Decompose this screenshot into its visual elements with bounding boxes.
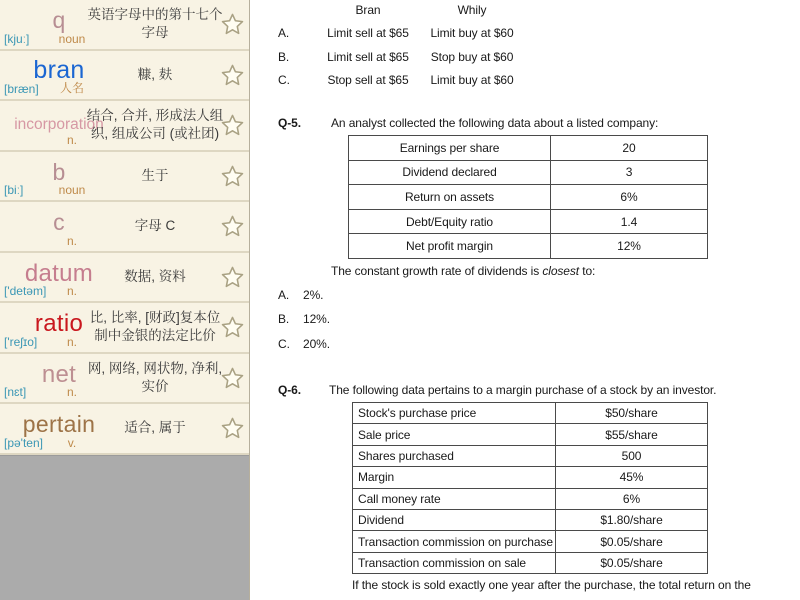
table-cell-value: $50/share bbox=[556, 403, 708, 424]
pronunciation: ['detəm] bbox=[4, 284, 47, 298]
table-cell-value: $0.05/share bbox=[556, 531, 708, 552]
vocab-panel bbox=[0, 0, 250, 600]
part-of-speech: n. bbox=[66, 334, 77, 349]
favorite-star-icon[interactable] bbox=[220, 163, 245, 188]
quiz-document bbox=[250, 0, 800, 600]
vocab-row[interactable] bbox=[0, 354, 249, 405]
favorite-star-icon[interactable] bbox=[220, 315, 245, 340]
question-text-italic: closest bbox=[542, 264, 580, 278]
footer-text: If the stock is sold exactly one year after the purchase, the total return on the bbox=[352, 578, 751, 592]
vocab-row[interactable] bbox=[0, 152, 249, 203]
table-cell-label: Earnings per share bbox=[349, 136, 551, 161]
favorite-star-icon[interactable] bbox=[220, 264, 245, 289]
option-letter: B. bbox=[278, 312, 290, 326]
table-cell-label: Transaction commission on purchase bbox=[353, 531, 556, 552]
vocab-row[interactable] bbox=[0, 0, 249, 51]
question-text-pre: The constant growth rate of dividends is bbox=[331, 264, 543, 278]
table-row bbox=[349, 136, 708, 161]
table-row bbox=[353, 424, 708, 445]
vocab-row[interactable] bbox=[0, 303, 249, 354]
table-cell-label: Net profit margin bbox=[349, 234, 551, 259]
table-row bbox=[353, 488, 708, 509]
question-label-q6: Q-6. bbox=[278, 383, 301, 397]
table-cell-value: 45% bbox=[556, 467, 708, 488]
question-text-q5 bbox=[331, 264, 595, 278]
option-letter: C. bbox=[278, 337, 290, 351]
vocab-row[interactable] bbox=[0, 404, 249, 455]
vocab-word: incorporation bbox=[14, 116, 104, 133]
option-text: Stop sell at $65 bbox=[327, 73, 409, 87]
option-text: Limit buy at $60 bbox=[430, 26, 514, 40]
vocab-row[interactable] bbox=[0, 51, 249, 102]
vocab-word: bran bbox=[33, 55, 85, 84]
table-cell-label: Debt/Equity ratio bbox=[349, 209, 551, 234]
table-cell-label: Shares purchased bbox=[353, 445, 556, 466]
part-of-speech: noun bbox=[58, 31, 86, 46]
definition: 结合, 合并, 形成法人组织, 组成公司 (或社团) bbox=[86, 108, 224, 142]
vocab-word: net bbox=[41, 360, 77, 388]
definition: 网, 网络, 网状物, 净利, 实价 bbox=[87, 360, 223, 394]
definition: 字母 C bbox=[134, 218, 176, 234]
table-row bbox=[353, 552, 708, 573]
vocab-word: c bbox=[53, 209, 65, 235]
vocab-word: datum bbox=[24, 259, 94, 287]
part-of-speech: n. bbox=[66, 233, 77, 248]
option-letter: A. bbox=[278, 288, 290, 302]
part-of-speech: n. bbox=[66, 385, 77, 399]
definition: 数据, 资料 bbox=[124, 268, 186, 284]
part-of-speech: n. bbox=[66, 284, 77, 298]
favorite-star-icon[interactable] bbox=[220, 214, 245, 239]
table-row bbox=[349, 160, 708, 185]
table-row bbox=[349, 209, 708, 234]
option-text: 2%. bbox=[303, 288, 324, 302]
option-text: Limit sell at $65 bbox=[327, 50, 409, 64]
table-cell-value: 20 bbox=[551, 136, 708, 161]
favorite-star-icon[interactable] bbox=[220, 12, 245, 37]
table-row bbox=[353, 467, 708, 488]
table-cell-label: Dividend declared bbox=[349, 160, 551, 185]
part-of-speech: 人名 bbox=[59, 81, 84, 95]
option-text: Limit buy at $60 bbox=[430, 73, 514, 87]
vocab-word: q bbox=[52, 7, 66, 33]
pronunciation: [bræn] bbox=[4, 82, 39, 96]
table-cell-value: $1.80/share bbox=[556, 509, 708, 530]
vocab-word: b bbox=[52, 158, 66, 185]
data-table-q6 bbox=[352, 402, 708, 574]
table-row bbox=[353, 509, 708, 530]
vocab-empty-area bbox=[0, 455, 249, 600]
abc-col2-header: Whily bbox=[457, 3, 487, 17]
definition: 糠, 麸 bbox=[137, 66, 173, 82]
table-row bbox=[349, 234, 708, 259]
question-intro-q5: An analyst collected the following data about a listed company: bbox=[331, 116, 659, 130]
table-cell-value: 1.4 bbox=[551, 209, 708, 234]
definition: 比, 比率, [财政]复本位制中金银的法定比价 bbox=[89, 310, 221, 344]
pronunciation: [pə'ten] bbox=[4, 435, 43, 450]
table-row bbox=[353, 403, 708, 424]
table-cell-value: 12% bbox=[551, 234, 708, 259]
vocab-word: pertain bbox=[22, 411, 96, 437]
option-text: Limit sell at $65 bbox=[327, 26, 409, 40]
table-cell-label: Call money rate bbox=[353, 488, 556, 509]
favorite-star-icon[interactable] bbox=[220, 113, 245, 138]
part-of-speech: noun bbox=[58, 183, 86, 197]
table-cell-value: $0.05/share bbox=[556, 552, 708, 573]
question-intro-q6: The following data pertains to a margin purchase of a stock by an investor. bbox=[329, 383, 717, 397]
table-cell-label: Sale price bbox=[353, 424, 556, 445]
favorite-star-icon[interactable] bbox=[220, 62, 245, 87]
table-row bbox=[349, 185, 708, 210]
data-table-q5 bbox=[348, 135, 708, 259]
definition: 生于 bbox=[141, 167, 169, 183]
question-label-q5: Q-5. bbox=[278, 116, 301, 130]
option-text: 12%. bbox=[303, 312, 330, 326]
option-letter: B. bbox=[278, 50, 290, 64]
vocab-row[interactable] bbox=[0, 202, 249, 253]
table-cell-label: Transaction commission on sale bbox=[353, 552, 556, 573]
table-cell-value: 6% bbox=[556, 488, 708, 509]
favorite-star-icon[interactable] bbox=[220, 365, 245, 390]
table-cell-value: 6% bbox=[551, 185, 708, 210]
definition: 英语字母中的第十七个字母 bbox=[87, 7, 223, 41]
vocab-row[interactable] bbox=[0, 101, 249, 152]
option-text: Stop buy at $60 bbox=[430, 50, 514, 64]
table-row bbox=[353, 445, 708, 466]
table-cell-label: Return on assets bbox=[349, 185, 551, 210]
table-cell-label: Stock's purchase price bbox=[353, 403, 556, 424]
table-cell-value: 500 bbox=[556, 445, 708, 466]
favorite-star-icon[interactable] bbox=[220, 416, 245, 441]
option-text: 20%. bbox=[303, 337, 330, 351]
table-cell-value: 3 bbox=[551, 160, 708, 185]
vocab-row[interactable] bbox=[0, 253, 249, 304]
pronunciation: [biː] bbox=[4, 183, 24, 197]
table-cell-label: Margin bbox=[353, 467, 556, 488]
table-row bbox=[353, 531, 708, 552]
abc-col1-header: Bran bbox=[355, 3, 381, 17]
option-letter: A. bbox=[278, 26, 290, 40]
option-letter: C. bbox=[278, 73, 290, 87]
table-cell-value: $55/share bbox=[556, 424, 708, 445]
definition: 适合, 属于 bbox=[124, 420, 186, 436]
part-of-speech: v. bbox=[67, 435, 77, 450]
vocab-word: ratio bbox=[34, 310, 84, 337]
part-of-speech: n. bbox=[66, 132, 77, 147]
question-text-post: to: bbox=[579, 264, 596, 278]
table-cell-label: Dividend bbox=[353, 509, 556, 530]
pronunciation: ['reʃɪo] bbox=[4, 334, 38, 349]
pronunciation: [nɛt] bbox=[4, 385, 27, 399]
pronunciation: [kjuː] bbox=[4, 31, 30, 46]
